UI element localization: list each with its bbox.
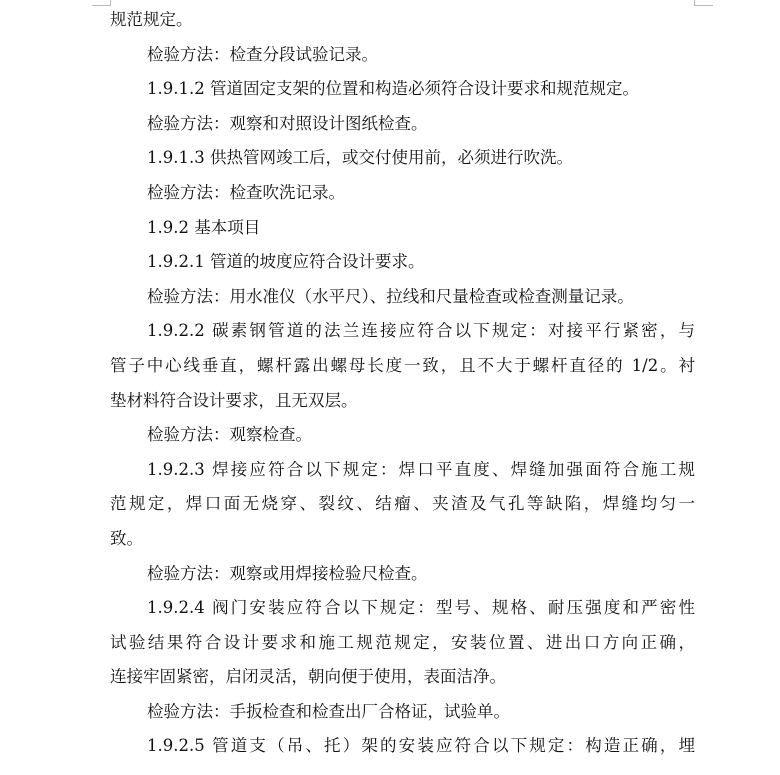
text-line: 检验方法：检查吹洗记录。 xyxy=(147,182,345,202)
text-line: 1.9.2.5 管道支（吊、托）架的安装应符合以下规定：构造正确，埋 xyxy=(147,736,695,756)
text-line: 管子中心线垂直，螺杆露出螺母长度一致，且不大于螺杆直径的 1/2。衬 xyxy=(110,355,695,375)
margin-corner-mark-right xyxy=(694,0,713,6)
text-line: 1.9.2.4 阀门安装应符合以下规定：型号、规格、耐压强度和严密性 xyxy=(147,598,695,618)
text-line: 检验方法：观察检查。 xyxy=(147,425,312,445)
margin-corner-mark-left xyxy=(92,0,111,6)
text-line: 连接牢固紧密，启闭灵活，朝向便于使用，表面洁净。 xyxy=(110,667,506,687)
text-line: 检验方法：观察或用焊接检验尺检查。 xyxy=(147,563,428,583)
text-line: 检验方法：观察和对照设计图纸检查。 xyxy=(147,113,428,133)
text-line: 致。 xyxy=(110,528,143,548)
section-heading: 1.9.2 基本项目 xyxy=(147,217,261,237)
text-line: 试验结果符合设计要求和施工规范规定，安装位置、进出口方向正确， xyxy=(110,632,695,652)
text-line: 1.9.2.2 碳素钢管道的法兰连接应符合以下规定：对接平行紧密，与 xyxy=(147,321,695,341)
text-line: 范规定，焊口面无烧穿、裂纹、结瘤、夹渣及气孔等缺陷，焊缝均匀一 xyxy=(110,494,695,514)
text-line: 检验方法：检查分段试验记录。 xyxy=(147,44,378,64)
text-line: 规范规定。 xyxy=(110,10,193,29)
text-line: 1.9.1.3 供热管网竣工后，或交付使用前，必须进行吹洗。 xyxy=(147,148,573,168)
text-line: 垫材料符合设计要求，且无双层。 xyxy=(110,390,358,410)
document-body xyxy=(110,3,695,764)
text-line: 1.9.2.3 焊接应符合以下规定：焊口平直度、焊缝加强面符合施工规 xyxy=(147,459,695,479)
text-line: 检验方法：用水准仪（水平尺）、拉线和尺量检查或检查测量记录。 xyxy=(147,286,634,306)
text-line: 1.9.2.1 管道的坡度应符合设计要求。 xyxy=(147,252,425,272)
text-line: 1.9.1.2 管道固定支架的位置和构造必须符合设计要求和规范规定。 xyxy=(147,79,639,99)
text-line: 检验方法：手扳检查和检查出厂合格证，试验单。 xyxy=(147,701,510,721)
